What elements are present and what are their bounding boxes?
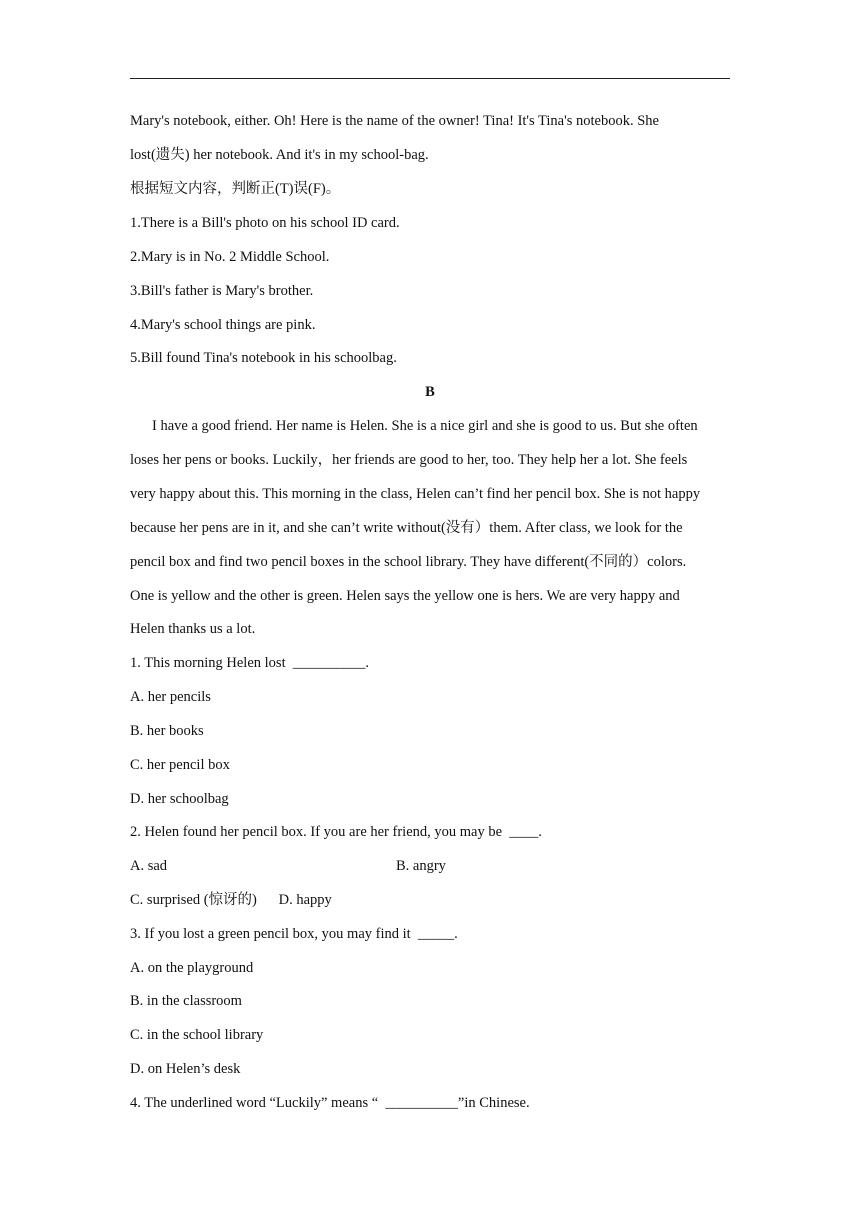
section-b-heading: B [425,384,435,400]
tf-statement-5: 5.Bill found Tina's notebook in his schoolbag. [130,350,397,366]
question-1-option-c: C. her pencil box [130,757,230,773]
passage-b-line: pencil box and find two pencil boxes in the school library. They have different(不同的）colors. [130,554,687,570]
question-3-option-c: C. in the school library [130,1027,264,1043]
question-3-option-b: B. in the classroom [130,993,242,1009]
passage-b-line: very happy about this. This morning in the class, Helen can’t find her pencil box. She is not happy [130,486,701,502]
tf-statement-2: 2.Mary is in No. 2 Middle School. [130,249,330,265]
question-3-option-d: D. on Helen’s desk [130,1061,241,1077]
passage-b-line: Helen thanks us a lot. [130,621,256,637]
passage-b-line: One is yellow and the other is green. Helen says the yellow one is hers. We are very happy and [130,588,680,604]
tf-statement-3: 3.Bill's father is Mary's brother. [130,283,314,299]
tf-statement-4: 4.Mary's school things are pink. [130,317,316,333]
question-1-option-b: B. her books [130,723,204,739]
question-2-option-a: A. sad [130,858,168,874]
passage-a-line: Mary's notebook, either. Oh! Here is the name of the owner! Tina! It's Tina's notebook. She [130,113,659,129]
passage-b-line: loses her pens or books. Luckily，her friends are good to her, too. They help her a lot. She feels [130,452,688,468]
question-3-stem: 3. If you lost a green pencil box, you may find it _____. [130,926,458,942]
question-4-stem: 4. The underlined word “Luckily” means “ __________”in Chinese. [130,1095,530,1111]
question-2-options-cd: C. surprised (惊讶的) D. happy [130,892,332,908]
tf-statement-1: 1.There is a Bill's photo on his school ID card. [130,215,400,231]
passage-a-line: lost(遗失) her notebook. And it's in my school-bag. [130,147,429,163]
instruction-text: 根据短文内容，判断正(T)误(F)。 [130,181,341,197]
question-3-option-a: A. on the playground [130,960,254,976]
question-2-option-b: B. angry [396,858,446,874]
question-1-stem: 1. This morning Helen lost __________. [130,655,369,671]
header-rule [130,78,730,79]
question-1-option-a: A. her pencils [130,689,211,705]
question-1-option-d: D. her schoolbag [130,791,229,807]
passage-b-line: because her pens are in it, and she can’t write without(没有）them. After class, we look for the [130,520,683,536]
passage-b-line: I have a good friend. Her name is Helen. She is a nice girl and she is good to us. But she often [152,418,698,434]
question-2-stem: 2. Helen found her pencil box. If you are her friend, you may be ____. [130,824,542,840]
